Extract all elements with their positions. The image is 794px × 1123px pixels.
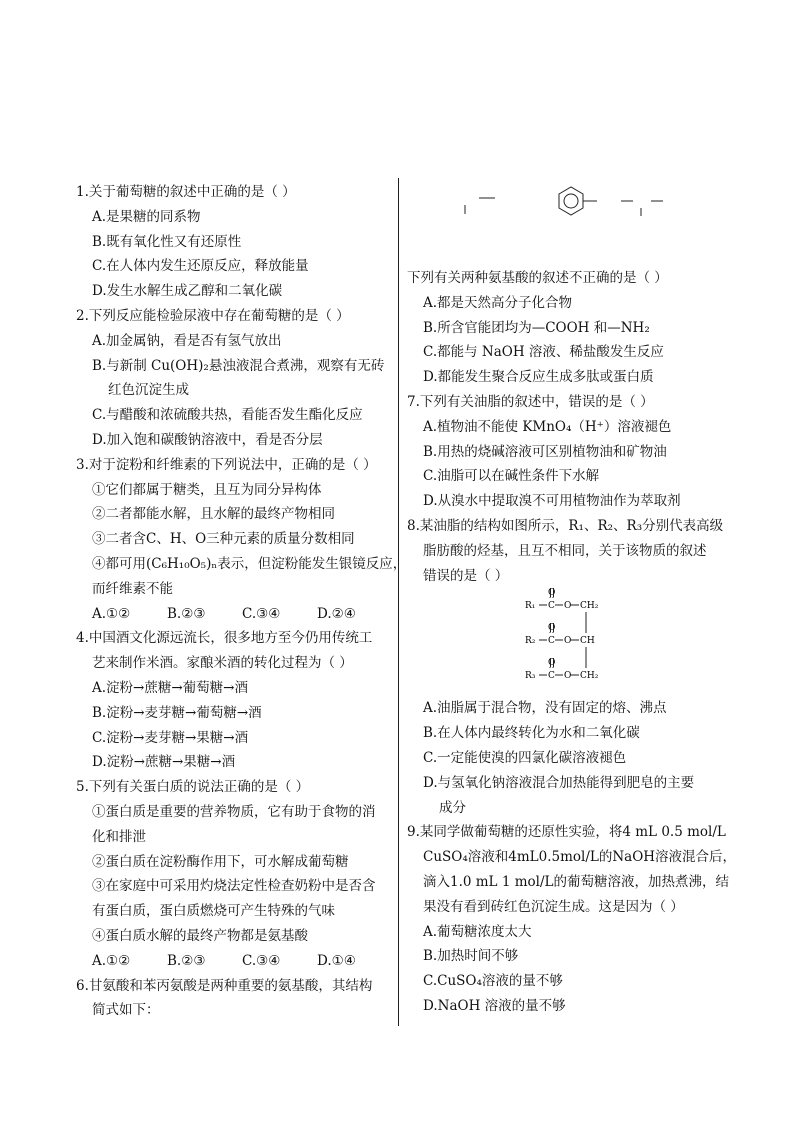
left-line: B.与新制 Cu(OH)₂悬浊液混合煮沸，观察有无砖	[92, 357, 385, 374]
questions-6-8	[407, 266, 733, 588]
tri-r-label: R₁	[525, 601, 536, 612]
left-line: D.发生水解生成乙醇和二氧化碳	[92, 283, 283, 300]
tri-c: C	[548, 601, 555, 612]
left-line: 化和排泄	[92, 828, 146, 845]
left-line: C.在人体内发生还原反应，释放能量	[92, 258, 309, 275]
right-line: D.都能发生聚合反应生成多肽或蛋白质	[423, 369, 654, 386]
tri-carbonyl-o: O	[548, 658, 556, 669]
right-line: D.与氢氧化钠溶液混合加热能得到肥皂的主要	[423, 774, 695, 791]
answer-option: C.③④	[242, 952, 281, 969]
right-line: D.从溴水中提取溴不可用植物油作为萃取剂	[423, 493, 681, 510]
left-line: B.既有氧化性又有还原性	[92, 233, 242, 250]
left-line: ③二者含C、H、O三种元素的质量分数相同	[92, 531, 355, 548]
left-line: 5.下列有关蛋白质的说法正确的是（ ）	[76, 779, 310, 796]
right-line: C.CuSO₄溶液的量不够	[423, 973, 563, 990]
tri-carbon: CH₂	[580, 671, 599, 682]
tri-o: O	[564, 671, 572, 682]
right-line: A.都是天然高分子化合物	[423, 294, 573, 311]
answer-option: C.③④	[242, 605, 281, 622]
tri-c: C	[548, 671, 555, 682]
right-line: B.所含官能团均为—COOH 和—NH₂	[423, 319, 650, 336]
benzene-circle	[564, 194, 578, 208]
left-line: ②蛋白质在淀粉酶作用下，可水解成葡萄糖	[92, 853, 349, 870]
left-line	[76, 602, 394, 627]
right-line: B.用热的烧碱溶液可区别植物油和矿物油	[423, 443, 667, 460]
left-line: ④蛋白质水解的最终产物都是氨基酸	[92, 927, 308, 944]
questions-8-9	[407, 696, 737, 1018]
right-line: 成分	[439, 799, 466, 816]
column-divider	[398, 178, 399, 1026]
answer-option: D.②④	[317, 605, 356, 622]
answer-option: D.①④	[317, 952, 356, 969]
right-line: CuSO₄溶液和4mL0.5mol/L的NaOH溶液混合后，	[423, 849, 737, 866]
tri-carbonyl-o: O	[548, 588, 556, 599]
right-line: A.油脂属于混合物，没有固定的熔、沸点	[423, 700, 667, 717]
right-line: C.油脂可以在碱性条件下水解	[423, 468, 600, 485]
left-line: 6.甘氨酸和苯丙氨酸是两种重要的氨基酸，其结构	[76, 977, 373, 994]
answer-option: A.①②	[92, 605, 131, 622]
tri-carbon: CH₂	[580, 601, 599, 612]
right-line: C.一定能使溴的四氯化碳溶液褪色	[423, 749, 627, 766]
tri-r-label: R₂	[525, 636, 536, 647]
left-line: ①蛋白质是重要的营养物质，它有助于食物的消	[92, 803, 376, 820]
right-line: B.在人体内最终转化为水和二氧化碳	[423, 725, 640, 742]
left-line: D.加入饱和碳酸钠溶液中，看是否分层	[92, 431, 323, 448]
amino-acid-structures	[407, 180, 733, 266]
right-line: B.加热时间不够	[423, 948, 519, 965]
left-line: 而纤维素不能	[92, 580, 173, 597]
answer-option: B.②③	[167, 605, 206, 622]
answer-option: B.②③	[167, 952, 206, 969]
right-line: 错误的是（ ）	[423, 567, 509, 584]
left-line: 艺来制作米酒。家酿米酒的转化过程为（ ）	[92, 655, 353, 672]
left-line: ③在家庭中可采用灼烧法定性检查奶粉中是否含	[92, 878, 376, 895]
left-line: 3.对于淀粉和纤维素的下列说法中，正确的是（ ）	[76, 456, 377, 473]
tri-carbonyl-o: O	[548, 623, 556, 634]
left-line: A.加金属钠，看是否有氢气放出	[92, 332, 282, 349]
left-line: 2.下列反应能检验尿液中存在葡萄糖的是（ ）	[76, 307, 350, 324]
left-line: 简式如下：	[92, 1002, 160, 1019]
left-line: C.与醋酸和浓硫酸共热，看能否发生酯化反应	[92, 407, 363, 424]
right-line: D.NaOH 溶液的量不够	[423, 997, 566, 1014]
left-line: 4.中国酒文化源远流长，很多地方至今仍用传统工	[76, 630, 373, 647]
left-column	[76, 180, 407, 1023]
right-line: 7.下列有关油脂的叙述中，错误的是（ ）	[407, 393, 654, 410]
tri-carbon: CH	[580, 636, 595, 647]
left-line: ①它们都属于糖类，且互为同分异构体	[92, 481, 322, 498]
right-line: 8.某油脂的结构如图所示，R₁、R₂、R₃分别代表高级	[407, 517, 724, 534]
right-column	[407, 180, 737, 1019]
right-line: C.都能与 NaOH 溶液、稀盐酸发生反应	[423, 344, 664, 361]
amino-acid-structures-svg	[407, 180, 733, 266]
left-line: D.淀粉→蔗糖→果糖→酒	[92, 754, 236, 771]
triglyceride-svg	[407, 588, 733, 696]
right-line: A.植物油不能使 KMnO₄（H⁺）溶液褪色	[423, 418, 672, 435]
left-line: ②二者都能水解，且水解的最终产物相同	[92, 506, 335, 523]
triglyceride-structure	[407, 588, 733, 696]
tri-o: O	[564, 636, 572, 647]
left-line: 有蛋白质，蛋白质燃烧可产生特殊的气味	[92, 903, 335, 920]
left-line: 红色沉淀生成	[108, 382, 189, 399]
tri-c: C	[548, 636, 555, 647]
left-line: B.淀粉→麦芽糖→葡萄糖→酒	[92, 704, 262, 721]
left-line: A.淀粉→蔗糖→葡萄糖→酒	[92, 679, 248, 696]
tri-o: O	[564, 601, 572, 612]
left-line: C.淀粉→麦芽糖→果糖→酒	[92, 729, 249, 746]
right-line: A.葡萄糖浓度太大	[423, 923, 532, 940]
answer-option: A.①②	[92, 952, 131, 969]
right-line: 下列有关两种氨基酸的叙述不正确的是（ ）	[407, 270, 668, 286]
right-line: 滴入1.0 mL 1 mol/L的葡萄糖溶液，加热煮沸，结	[423, 873, 729, 890]
tri-r-label: R₃	[525, 671, 536, 682]
right-line: 9.某同学做葡萄糖的还原性实验，将4 mL 0.5 mol/L	[407, 824, 726, 841]
left-line: ④都可用(C₆H₁₀O₅)ₙ表示，但淀粉能发生银镜反应，	[92, 555, 407, 572]
left-line: A.是果糖的同系物	[92, 208, 201, 225]
right-line: 果没有看到砖红色沉淀生成。这是因为（ ）	[423, 898, 684, 915]
right-line: 脂肪酸的烃基，且互不相同，关于该物质的叙述	[423, 542, 707, 559]
benzene-ring	[559, 187, 583, 215]
left-line	[76, 949, 394, 974]
left-line: 1.关于葡萄糖的叙述中正确的是（ ）	[76, 184, 296, 200]
